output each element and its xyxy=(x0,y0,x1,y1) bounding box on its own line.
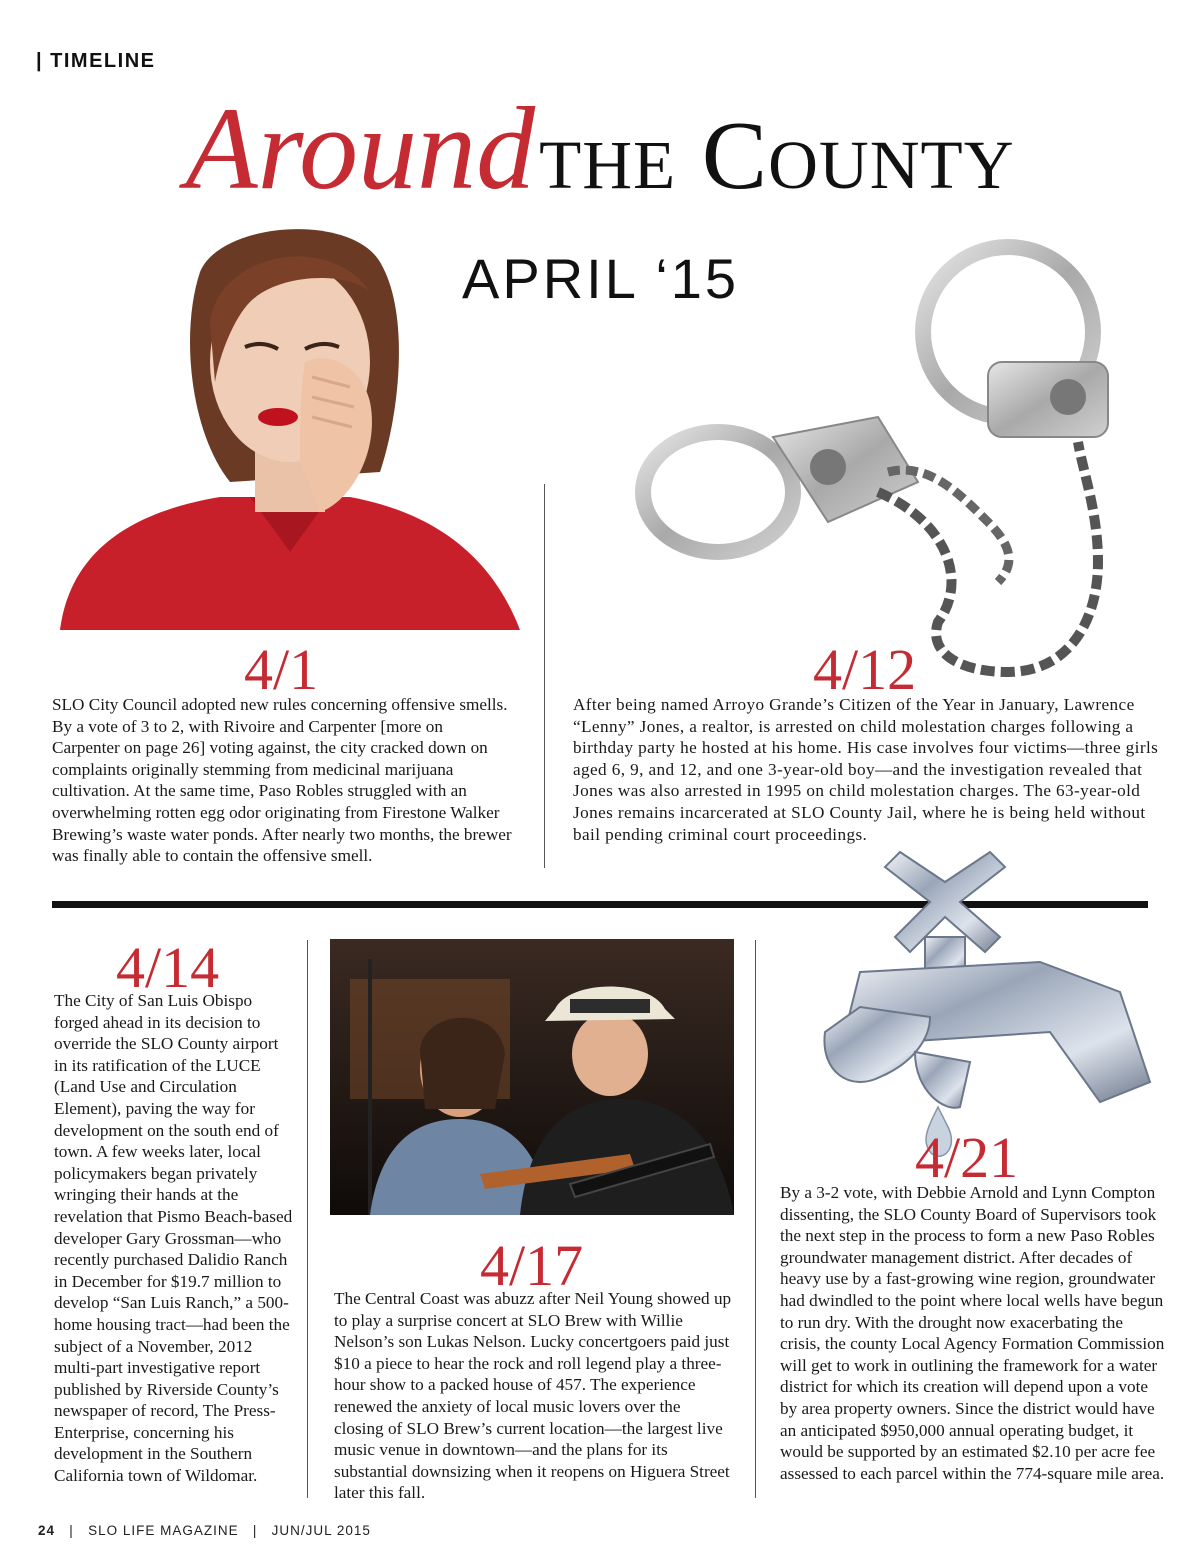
issue-date: JUN/JUL 2015 xyxy=(271,1523,371,1538)
magazine-name: SLO LIFE MAGAZINE xyxy=(88,1523,239,1538)
column-divider xyxy=(307,940,308,1498)
footer-separator: | xyxy=(59,1523,84,1538)
entry-date-4-12: 4/12 xyxy=(813,637,917,702)
column-divider xyxy=(544,484,545,868)
page-title xyxy=(0,83,1200,214)
entry-text-4-21: By a 3-2 vote, with Debbie Arnold and Lynn Compton dissenting, the SLO County Board of Supervisors took the next step in the process to form a new Paso Robles groundwater management district. After decades of heavy use by a fast-growing wine region, groundwater had dwindled to the point where local wells have begun to run dry. With the drought now exacerbating the crisis, the county Local Agency Formation Commission will get to work in outlining the framework for a water district for which its creation will depend upon a vote by area property owners. Since the district would have an anticipated $950,000 annual operating budget, it would be supported by an estimated $2.10 per acre fee assessed to each parcel within the 774-square mile area. xyxy=(780,1183,1165,1483)
entry-date-4-21: 4/21 xyxy=(915,1125,1019,1190)
title-script: Around xyxy=(185,83,536,214)
entry-text-4-12: After being named Arroyo Grande’s Citizen of the Year in January, Lawrence “Lenny” Jones, a realtor, is arrested on child molestation charges following a birthday party he hosted at his home. His case involves four victims—three girls aged 6, 9, and 12, and one 3-year-old boy—and the investigation revealed that Jones was also arrested in 1995 on child molestation charges. The 63-year-old Jones remains incarcerated at SLO County Jail, where he is being held without bail pending criminal court proceedings. xyxy=(573,695,1159,844)
entry-date-4-17: 4/17 xyxy=(480,1233,584,1298)
woman-holding-nose-photo xyxy=(50,212,520,630)
column-divider xyxy=(755,940,756,1498)
title-caps: the County xyxy=(539,102,1015,210)
section-label: | TIMELINE xyxy=(36,50,156,72)
month-heading: APRIL ‘15 xyxy=(462,247,740,310)
page-number: 24 xyxy=(38,1523,56,1538)
entry-date-4-14: 4/14 xyxy=(116,935,220,1000)
entry-text-4-1: SLO City Council adopted new rules concerning offensive smells. By a vote of 3 to 2, with Rivoire and Carpenter [more on Carpenter on page 26] voting against, the city cracked down on complaints originally stemming from medicinal marijuana cultivation. At the same time, Paso Robles struggled with an overwhelming rotten egg odor originating from Firestone Walker Brewing’s waste water ponds. After nearly two months, the brewer was finally able to contain the offensive smell. xyxy=(52,695,512,866)
page-footer xyxy=(38,1523,371,1538)
entry-date-4-1: 4/1 xyxy=(244,637,319,702)
dripping-faucet-photo xyxy=(820,842,1158,1172)
concert-guitarists-photo xyxy=(330,939,734,1215)
footer-separator: | xyxy=(243,1523,267,1538)
handcuffs-photo xyxy=(628,222,1160,684)
entry-text-4-17: The Central Coast was abuzz after Neil Young showed up to play a surprise concert at SLO Brew with Willie Nelson’s son Lukas Nelson. Lucky concertgoers paid just $10 a piece to hear the rock and roll legend play a three-hour show to a packed house of 457. The experience renewed the anxiety of local music lovers over the closing of SLO Brew’s current location—the largest live music venue in downtown—and the plans for its substantial downsizing when it reopens on Higuera Street later this fall. xyxy=(334,1289,732,1503)
entry-text-4-14: The City of San Luis Obispo forged ahead in its decision to override the SLO County airport in its ratification of the LUCE (Land Use and Circulation Element), paving the way for development on the south end of town. A few weeks later, local policymakers began privately wringing their hands at the revelation that Pismo Beach-based developer Gary Grossman—who recently purchased Dalidio Ranch in December for $19.7 million to develop “San Luis Ranch,” a 500-home housing tract—had been the subject of a November, 2012 multi-part investigative report published by Riverside County’s newspaper of record, The Press-Enterprise, concerning his development in the Southern California town of Wildomar. xyxy=(54,991,293,1486)
